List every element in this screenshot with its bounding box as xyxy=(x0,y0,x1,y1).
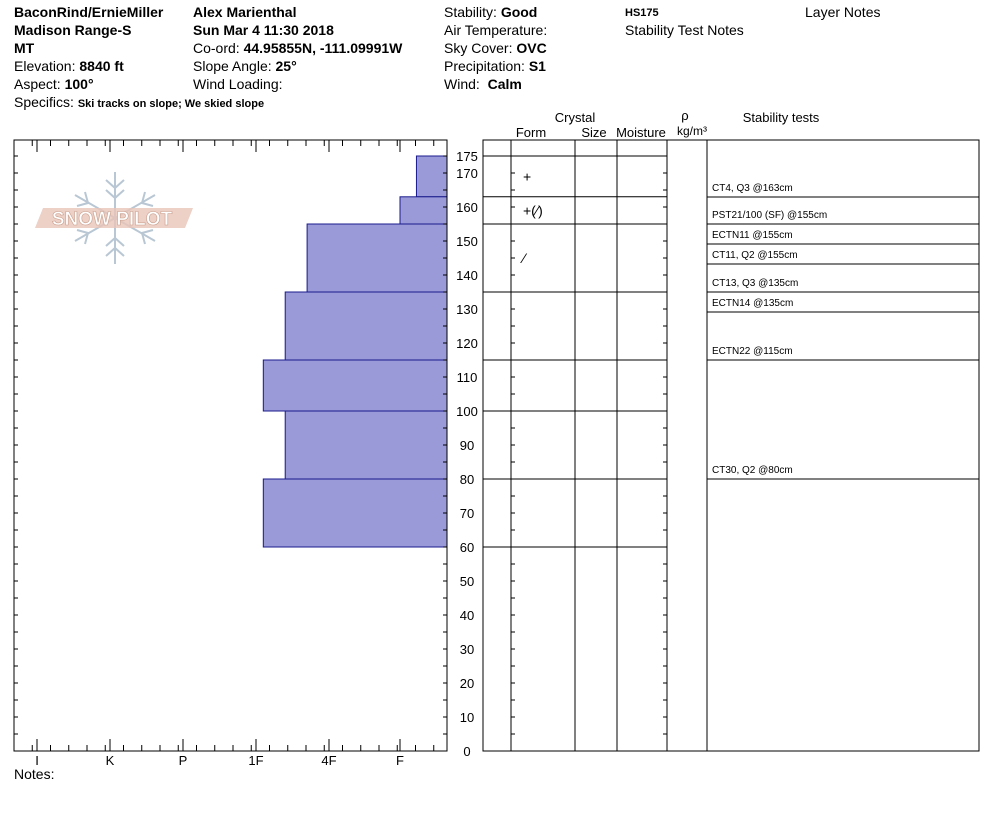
location-line-3: MT xyxy=(14,40,35,56)
elevation-value: 8840 ft xyxy=(79,58,124,74)
hardness-bar xyxy=(285,292,447,360)
density-symbol: ρ xyxy=(681,108,689,123)
height-tick-label: 10 xyxy=(459,710,475,725)
hardness-category-label: P xyxy=(178,753,188,768)
elevation-label: Elevation: xyxy=(14,58,76,74)
height-tick-label: 120 xyxy=(456,336,478,351)
hardness-category-label: 1F xyxy=(248,753,264,768)
crystal-form-symbol: +(⁄) xyxy=(523,202,543,219)
height-tick-label: 130 xyxy=(456,302,478,317)
aspect-label: Aspect: xyxy=(14,76,61,92)
specifics-label: Specifics: xyxy=(14,94,74,110)
slope-value: 25° xyxy=(275,58,297,74)
observer-name: Alex Marienthal xyxy=(193,4,297,20)
height-tick-label: 60 xyxy=(459,540,475,555)
crystal-form-symbols xyxy=(520,168,543,266)
stability-value: Good xyxy=(500,4,538,20)
height-tick-label: 0 xyxy=(463,744,471,759)
coord-value: 44.95855N, -111.09991W xyxy=(243,40,403,56)
form-header: Form xyxy=(515,125,547,140)
hardness-bar xyxy=(263,479,447,547)
location-line-2: Madison Range-S xyxy=(14,22,132,38)
aspect-value: 100° xyxy=(64,76,94,92)
hardness-profile xyxy=(263,156,447,547)
notes-label: Notes: xyxy=(14,766,55,782)
slope-label: Slope Angle: xyxy=(193,58,272,74)
height-tick-label: 110 xyxy=(456,370,478,385)
height-tick-label: 160 xyxy=(456,200,478,215)
hardness-bar xyxy=(400,197,447,224)
stability-test-label: PST21/100 (SF) @155cm xyxy=(712,210,828,221)
height-tick-label: 40 xyxy=(459,608,475,623)
snowpilot-logo xyxy=(35,172,193,264)
snow-height: HS175 xyxy=(625,7,659,19)
stability-test-label: CT4, Q3 @163cm xyxy=(712,183,793,194)
hardness-bar xyxy=(263,360,447,411)
sky-value: OVC xyxy=(516,40,547,56)
wind-value: Calm xyxy=(487,76,522,92)
hardness-category-label: K xyxy=(105,753,115,768)
height-tick-label: 175 xyxy=(456,149,478,164)
stability-tests-header: Stability tests xyxy=(742,110,820,125)
layer-notes-label: Layer Notes xyxy=(805,4,881,20)
hardness-bar xyxy=(416,156,447,197)
coord-label: Co-ord: xyxy=(193,40,240,56)
density-unit: kg/m³ xyxy=(677,124,707,138)
stability-test-notes-label: Stability Test Notes xyxy=(625,22,744,38)
stability-test-label: CT30, Q2 @80cm xyxy=(712,465,793,476)
wind-loading-label: Wind Loading: xyxy=(193,76,283,92)
height-tick-label: 20 xyxy=(459,676,475,691)
height-tick-label: 30 xyxy=(459,642,475,657)
air-temperature-label: Air Temperature: xyxy=(444,22,548,38)
crystal-header: Crystal xyxy=(554,110,596,125)
stability-test-label: ECTN11 @155cm xyxy=(712,230,793,241)
location-line-1: BaconRind/ErnieMiller xyxy=(14,4,164,20)
stability-test-label: CT13, Q3 @135cm xyxy=(712,278,799,289)
stability-label: Stability: xyxy=(444,4,497,20)
crystal-form-symbol: + xyxy=(523,168,532,185)
precip-label: Precipitation: xyxy=(444,58,525,74)
crystal-form-symbol: ⁄ xyxy=(523,250,526,266)
hardness-category-label: F xyxy=(396,753,404,768)
hardness-category-label: 4F xyxy=(321,753,337,768)
height-tick-label: 170 xyxy=(456,166,478,181)
observation-datetime: Sun Mar 4 11:30 2018 xyxy=(193,22,334,38)
height-tick-label: 50 xyxy=(459,574,475,589)
height-tick-label: 80 xyxy=(459,472,475,487)
stability-test-labels xyxy=(712,183,827,476)
sky-label: Sky Cover: xyxy=(444,40,513,56)
stability-test-label: ECTN14 @135cm xyxy=(712,298,794,309)
hardness-category-label: I xyxy=(35,753,39,768)
hardness-bar xyxy=(285,411,447,479)
height-tick-label: 70 xyxy=(459,506,475,521)
height-tick-label: 150 xyxy=(456,234,478,249)
logo-text: SNOW PILOT xyxy=(51,209,173,230)
specifics-value: Ski tracks on slope; We skied slope xyxy=(77,98,265,110)
hardness-bar xyxy=(307,224,447,292)
profile-grid xyxy=(14,140,979,768)
precip-value: S1 xyxy=(528,58,546,74)
height-tick-label: 90 xyxy=(459,438,475,453)
stability-test-label: ECTN22 @115cm xyxy=(712,346,793,357)
stability-test-label: CT11, Q2 @155cm xyxy=(712,250,798,261)
wind-label: Wind: xyxy=(444,76,480,92)
height-tick-label: 100 xyxy=(456,404,478,419)
moisture-header: Moisture xyxy=(616,125,666,140)
size-header: Size xyxy=(581,125,607,140)
height-tick-label: 140 xyxy=(456,268,478,283)
